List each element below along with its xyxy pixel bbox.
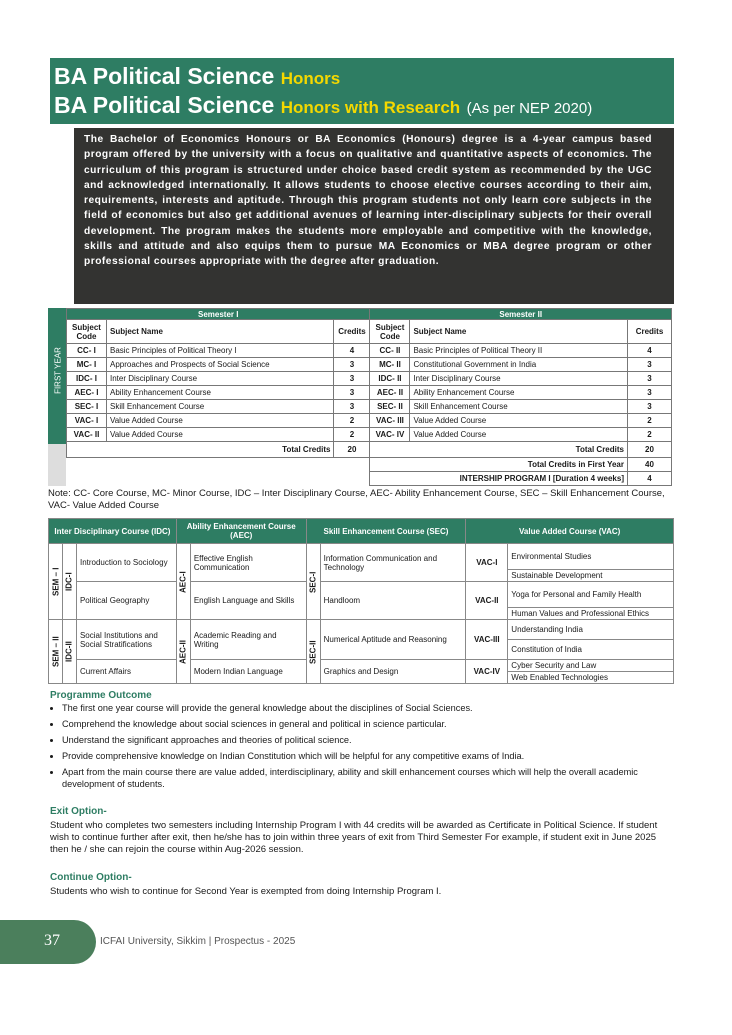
course-item: Effective English Communication xyxy=(190,544,306,582)
subject-name: Ability Enhancement Course xyxy=(106,386,334,400)
subject-name: Inter Disciplinary Course xyxy=(410,372,628,386)
course-item: Human Values and Professional Ethics xyxy=(508,608,674,620)
course-item: Yoga for Personal and Family Health xyxy=(508,582,674,608)
vac-4-label: VAC-IV xyxy=(466,660,508,684)
program-description: The Bachelor of Economics Honours or BA Economics (Honours) degree is a 4-year campus based program offered by the university with a focus on qualitative and quantitative aspects of economics. The curriculum of this program is structured under choice based credit system as recommended by the UGC and acknowledged internationally. It allows students to choose elective courses according to their aim, requirements, interests and aptitude. Through this program students not only learn core subjects in the field of economics but also get additional avenues of learning inter-disciplinary subjects for their overall development. The program makes the students more employable and competitive with the knowledge, skills and attitude and also equips them to pursue MA Economics or MBA degree program or other professional courses appropriate with the degree after graduation. xyxy=(74,128,674,304)
col-credits: Credits xyxy=(627,320,671,344)
sem-1-label: SEM – I xyxy=(49,544,63,620)
course-item: Web Enabled Technologies xyxy=(508,672,674,684)
credits: 4 xyxy=(334,344,370,358)
list-item: • Provide comprehensive knowledge on Indian Constitution which will be helpful for any competitive exams of India. xyxy=(62,750,688,762)
exit-option-text: Student who completes two semesters including Internship Program I with 44 credits will be awarded as Certificate in Political Science. If student wish to continue further after exit, then he/she has to join within three years of exit from Third Semester For example, if student exit in June 2025 then he / she can rejoin the course within Aug-2026 session. xyxy=(50,820,658,855)
first-year-credits: 40 xyxy=(627,458,671,472)
aec-2-label: AEC-II xyxy=(176,620,190,684)
list-item: • Apart from the main course there are value added, interdisciplinary, ability and skill enhancement courses which will help the overall academic development of students. xyxy=(62,766,688,790)
page-number: 37 xyxy=(44,932,60,949)
table-row xyxy=(67,428,672,442)
col-subject-code: Subject Code xyxy=(67,320,107,344)
col-subject-name: Subject Name xyxy=(410,320,628,344)
credits: 3 xyxy=(627,386,671,400)
subject-name: Value Added Course xyxy=(106,428,334,442)
program-subtitle-2: Honors with Research xyxy=(280,98,461,117)
subject-name: Constitutional Government in India xyxy=(410,358,628,372)
course-item: Constitution of India xyxy=(508,640,674,660)
idc-header: Inter Disciplinary Course (IDC) xyxy=(49,519,177,544)
subject-code: VAC- IV xyxy=(370,428,410,442)
course-item: Social Institutions and Social Stratifications xyxy=(76,620,176,660)
table-row xyxy=(67,414,672,428)
list-item: • The first one year course will provide the general knowledge about the disciplines of Social Sciences. xyxy=(62,702,688,714)
list-item: • Comprehend the knowledge about social sciences in general and political in science particular. xyxy=(62,718,688,730)
year-label: FIRST YEAR xyxy=(53,347,63,394)
sec-1-label: SEC-I xyxy=(306,544,320,620)
vac-header: Value Added Course (VAC) xyxy=(466,519,674,544)
course-options-table xyxy=(48,518,674,684)
course-item: Information Communication and Technology xyxy=(320,544,466,582)
table-row xyxy=(67,400,672,414)
course-item: Introduction to Sociology xyxy=(76,544,176,582)
course-item: Modern Indian Language xyxy=(190,660,306,684)
course-item: Graphics and Design xyxy=(320,660,466,684)
programme-outcome-title: Programme Outcome xyxy=(50,690,152,701)
internship-label: INTERSHIP PROGRAM I [Duration 4 weeks] xyxy=(370,472,628,486)
course-item: Understanding India xyxy=(508,620,674,640)
vac-1-label: VAC-I xyxy=(466,544,508,582)
idc-1-label: IDC-I xyxy=(62,544,76,620)
list-item: • Understand the significant approaches and theories of political science. xyxy=(62,734,688,746)
credits: 3 xyxy=(627,372,671,386)
program-subtitle: Honors xyxy=(280,69,341,88)
subject-code: VAC- II xyxy=(67,428,107,442)
col-subject-code: Subject Code xyxy=(370,320,410,344)
subject-code: VAC- III xyxy=(370,414,410,428)
aec-header: Ability Enhancement Course (AEC) xyxy=(176,519,306,544)
first-year-credits-label: Total Credits in First Year xyxy=(370,458,628,472)
course-item: Political Geography xyxy=(76,582,176,620)
continue-option-title: Continue Option- xyxy=(50,872,132,883)
subject-name: Skill Enhancement Course xyxy=(410,400,628,414)
sec-2-label: SEC-II xyxy=(306,620,320,684)
vac-2-label: VAC-II xyxy=(466,582,508,620)
subject-code: IDC- I xyxy=(67,372,107,386)
course-item: Cyber Security and Law xyxy=(508,660,674,672)
course-item: Sustainable Development xyxy=(508,570,674,582)
subject-name: Ability Enhancement Course xyxy=(410,386,628,400)
table-row xyxy=(67,372,672,386)
credits: 3 xyxy=(334,372,370,386)
credits: 2 xyxy=(627,414,671,428)
credits: 2 xyxy=(334,414,370,428)
subject-name: Approaches and Prospects of Social Science xyxy=(106,358,334,372)
subject-name: Inter Disciplinary Course xyxy=(106,372,334,386)
subject-name: Skill Enhancement Course xyxy=(106,400,334,414)
aec-1-label: AEC-I xyxy=(176,544,190,620)
table-row xyxy=(67,344,672,358)
subject-name: Basic Principles of Political Theory II xyxy=(410,344,628,358)
nep-note: (As per NEP 2020) xyxy=(466,100,593,117)
total-credits-label: Total Credits xyxy=(67,442,334,458)
credits: 3 xyxy=(627,358,671,372)
sem-2-label: SEM – II xyxy=(49,620,63,684)
vac-3-label: VAC-III xyxy=(466,620,508,660)
subject-code: VAC- I xyxy=(67,414,107,428)
subject-name: Value Added Course xyxy=(410,428,628,442)
programme-outcome-list xyxy=(50,702,688,794)
subject-code: SEC- II xyxy=(370,400,410,414)
internship-credits: 4 xyxy=(627,472,671,486)
credits: 2 xyxy=(334,428,370,442)
total-credits-sem1: 20 xyxy=(334,442,370,458)
subject-code: CC- I xyxy=(67,344,107,358)
subject-name: Value Added Course xyxy=(410,414,628,428)
continue-option-text: Students who wish to continue for Second Year is exempted from doing Internship Program I. xyxy=(50,886,442,897)
table-row xyxy=(67,358,672,372)
table-row xyxy=(67,386,672,400)
semester-table xyxy=(66,308,672,486)
subject-name: Value Added Course xyxy=(106,414,334,428)
semester-2-header: Semester II xyxy=(370,309,672,320)
sec-header: Skill Enhancement Course (SEC) xyxy=(306,519,466,544)
credits: 3 xyxy=(334,386,370,400)
title-banner xyxy=(50,58,674,124)
credits: 3 xyxy=(627,400,671,414)
total-credits-label: Total Credits xyxy=(370,442,628,458)
course-item: English Language and Skills xyxy=(190,582,306,620)
program-title: BA Political Science xyxy=(54,63,275,89)
totals-shade xyxy=(48,444,66,486)
year-strip xyxy=(48,308,66,444)
col-subject-name: Subject Name xyxy=(106,320,334,344)
total-credits-sem2: 20 xyxy=(627,442,671,458)
subject-code: CC- II xyxy=(370,344,410,358)
credits: 3 xyxy=(334,400,370,414)
credits: 2 xyxy=(627,428,671,442)
subject-code: SEC- I xyxy=(67,400,107,414)
title-line-1 xyxy=(54,63,340,90)
credits: 3 xyxy=(334,358,370,372)
subject-code: MC- I xyxy=(67,358,107,372)
subject-code: AEC- II xyxy=(370,386,410,400)
program-title-2: BA Political Science xyxy=(54,92,275,118)
subject-code: AEC- I xyxy=(67,386,107,400)
title-line-2 xyxy=(54,92,592,119)
abbreviation-note: Note: CC- Core Course, MC- Minor Course, IDC – Inter Disciplinary Course, AEC- Ability Enhancement Course, SEC – Skill Enhancement Course, VAC- Value Added Course xyxy=(48,488,665,511)
credits: 4 xyxy=(627,344,671,358)
course-item: Environmental Studies xyxy=(508,544,674,570)
col-credits: Credits xyxy=(334,320,370,344)
subject-code: IDC- II xyxy=(370,372,410,386)
course-item: Current Affairs xyxy=(76,660,176,684)
course-item: Numerical Aptitude and Reasoning xyxy=(320,620,466,660)
course-item: Handloom xyxy=(320,582,466,620)
subject-name: Basic Principles of Political Theory I xyxy=(106,344,334,358)
exit-option-title: Exit Option- xyxy=(50,806,107,817)
footer-text: ICFAI University, Sikkim | Prospectus - 2025 xyxy=(100,936,296,947)
idc-2-label: IDC-II xyxy=(62,620,76,684)
semester-1-header: Semester I xyxy=(67,309,370,320)
course-item: Academic Reading and Writing xyxy=(190,620,306,660)
subject-code: MC- II xyxy=(370,358,410,372)
